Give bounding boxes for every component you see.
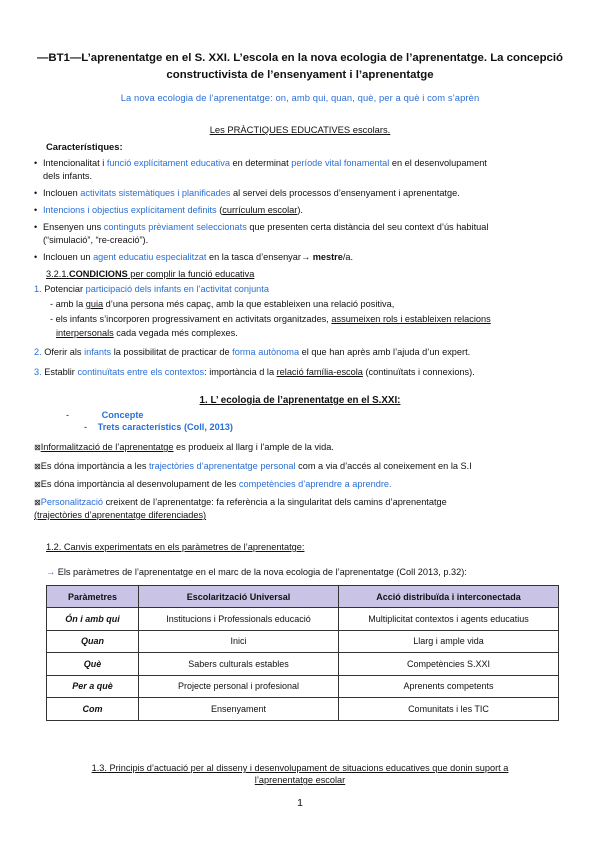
item-text: que presenten certa distància del seu context d’ús habitual xyxy=(246,222,489,232)
item-text: creixent de l’aprenentatge: fa referència a la singularitat dels camins d’aprenentatge xyxy=(103,497,447,507)
table-cell: Multiplicitat contextos i agents educatius xyxy=(339,608,559,631)
table-cell: Quan xyxy=(47,630,139,653)
dash: - xyxy=(66,410,70,420)
condicions-heading xyxy=(46,268,254,281)
item-underlined: interpersonals xyxy=(56,328,114,338)
bullet-icon: • xyxy=(34,158,38,168)
item-text: Inclouen un xyxy=(43,252,94,262)
item-text: /a. xyxy=(342,252,354,262)
item-text: es produeix al llarg i l’ample de la vida. xyxy=(173,442,334,452)
heading-line: l’aprenentatge escolar xyxy=(254,775,346,785)
item-text: cada vegada més complexes. xyxy=(113,328,238,338)
list-item xyxy=(34,221,574,247)
bullet-icon: • xyxy=(34,252,38,262)
list-item xyxy=(34,187,574,200)
condicio-3 xyxy=(34,366,574,379)
item-highlight: Trets característics (Coll, 2013) xyxy=(97,422,233,432)
item-text: - els infants s’incorporen progressivament en activitats organitzades, xyxy=(50,314,332,324)
item-highlight: forma autònoma xyxy=(232,347,300,357)
table-header: Paràmetres xyxy=(47,586,139,608)
item-highlight: continuïtats entre els contextos xyxy=(77,367,205,377)
table-cell: Com xyxy=(47,698,139,721)
item-highlight: Intencions i objectius explícitament definits xyxy=(43,205,217,215)
table-header: Escolarització Universal xyxy=(139,586,339,608)
item-highlight: continguts prèviament seleccionats xyxy=(103,222,247,232)
table-cell: Ón i amb qui xyxy=(47,608,139,631)
table-cell: Comunitats i les TIC xyxy=(339,698,559,721)
table-row xyxy=(47,630,559,653)
item-underlined: currículum escolar xyxy=(222,205,298,215)
item-text: Ensenyen uns xyxy=(43,222,104,232)
item-text: - amb la xyxy=(50,299,86,309)
title-line-2: constructivista de l’ensenyament i l’aprenentatge xyxy=(166,69,434,81)
bullet-icon: • xyxy=(34,205,38,215)
table-cell: Aprenents competents xyxy=(339,675,559,698)
list-item xyxy=(34,157,574,183)
item-text: : importància d la xyxy=(204,367,277,377)
item-text: Es dóna importància a les xyxy=(40,461,149,471)
table-cell: Què xyxy=(47,653,139,676)
arrow-right-icon: → xyxy=(46,567,56,577)
parameters-table xyxy=(46,585,559,721)
table-cell: Competències S.XXI xyxy=(339,653,559,676)
item-highlight: trajectòries d’aprenentatge personal xyxy=(148,461,296,471)
item-highlight: Personalització xyxy=(40,497,104,507)
item-text: Intencionalitat i xyxy=(43,158,107,168)
table-row xyxy=(47,608,559,631)
table-header-row xyxy=(47,586,559,608)
item-highlight: agent educatiu especialitzat xyxy=(93,252,207,262)
list-number: 2. xyxy=(34,347,42,357)
table-row xyxy=(47,653,559,676)
item-text: en la tasca d’ensenyar→ xyxy=(206,252,313,262)
list-number: 1. xyxy=(34,284,42,294)
condicio-1-sub-1 xyxy=(50,298,570,311)
item-underlined: guia xyxy=(85,299,104,309)
item-text: Inclouen xyxy=(43,188,81,198)
heading-number: 3.2.1. xyxy=(46,269,69,279)
item-text: com a via d’accés al coneixement en la S.I xyxy=(295,461,472,471)
item-bold: mestre xyxy=(312,252,343,262)
table-cell: Institucions i Professionals educació xyxy=(139,608,339,631)
item-highlight: participació dels infants en l’activitat conjunta xyxy=(85,284,269,294)
item-text: Oferir als xyxy=(44,347,85,357)
item-text: (continuïtats i connexions). xyxy=(362,367,475,377)
subtitle: La nova ecologia de l’aprenentatge: on, amb qui, quan, què, per a què i com s’aprèn xyxy=(120,92,480,103)
tret-1 xyxy=(34,441,574,454)
table-header: Acció distribuïda i interconectada xyxy=(339,586,559,608)
tret-3 xyxy=(34,478,574,491)
item-highlight: infants xyxy=(84,347,112,357)
item-highlight: funció explícitament educativa xyxy=(106,158,230,168)
title-line-1: —BT1—L’aprenentatge en el S. XXI. L’escola en la nova ecologia de l’aprenentatge. La concepció xyxy=(36,52,564,64)
ecologia-heading: 1. L’ ecologia de l’aprenentatge en el S.XXI: xyxy=(199,395,401,406)
canvis-intro xyxy=(46,566,576,579)
table-row xyxy=(47,698,559,721)
item-text: (“simulació”, “re-creació”). xyxy=(43,235,149,245)
table-cell: Llarg i ample vida xyxy=(339,630,559,653)
item-text: ). xyxy=(297,205,303,215)
page-number: 1 xyxy=(297,797,303,809)
page-title xyxy=(30,50,570,84)
item-text: Establir xyxy=(44,367,78,377)
heading-line: 1.3. Principis d’actuació per al disseny i desenvolupament de situacions educatives que donin suport a xyxy=(91,763,509,773)
condicio-1 xyxy=(34,283,574,296)
item-underlined: Informalització de l’aprenentatge xyxy=(40,442,174,452)
section-practiques: Les PRÀCTIQUES EDUCATIVES escolars. xyxy=(209,124,391,135)
item-highlight: activitats sistemàtiques i planificades xyxy=(80,188,231,198)
item-highlight: període vital fonamental xyxy=(291,158,390,168)
item-text: dels infants. xyxy=(43,171,93,181)
item-highlight: competències d’aprendre a aprendre. xyxy=(238,479,392,489)
item-text: Potenciar xyxy=(44,284,86,294)
table-cell: Ensenyament xyxy=(139,698,339,721)
checkbox-icon: ⊠ xyxy=(34,443,41,452)
checkbox-icon: ⊠ xyxy=(34,480,41,489)
heading-bold: CONDICIONS xyxy=(69,269,128,279)
item-text: en el desenvolupament xyxy=(389,158,487,168)
canvis-heading: 1.2. Canvis experimentats en els paràmetres de l’aprenentatge: xyxy=(46,542,305,552)
item-text: la possibilitat de practicar de xyxy=(111,347,233,357)
condicio-1-sub-2 xyxy=(50,313,570,326)
item-text: Es dóna importància al desenvolupament de les xyxy=(40,479,239,489)
caracteristiques-list xyxy=(34,157,574,264)
item-underlined: (trajectòries d’aprenentatge diferenciades) xyxy=(34,510,207,520)
condicio-2 xyxy=(34,346,574,359)
caracteristiques-heading: Característiques: xyxy=(46,141,123,152)
item-underlined: assumeixen rols i estableixen relacions xyxy=(331,314,491,324)
checkbox-icon: ⊠ xyxy=(34,498,41,507)
heading-text: per complir la funció educativa xyxy=(127,269,255,279)
item-text: d’una persona més capaç, amb la que estableixen una relació positiva, xyxy=(103,299,395,309)
bullet-icon: • xyxy=(34,188,38,198)
table-cell: Per a què xyxy=(47,675,139,698)
principis-heading xyxy=(30,762,570,786)
item-text: Els paràmetres de l’aprenentatge en el marc de la nova ecologia de l’aprenentatge (Coll 2013, p.32): xyxy=(55,567,467,577)
item-text: el que han après amb l’ajuda d’un expert. xyxy=(299,347,471,357)
list-item xyxy=(34,251,574,264)
bullet-icon: • xyxy=(34,222,38,232)
tret-2 xyxy=(34,460,574,473)
item-highlight: Concepte xyxy=(101,410,144,420)
item-text: en determinat xyxy=(229,158,292,168)
tret-4 xyxy=(34,496,574,522)
table-cell: Sabers culturals estables xyxy=(139,653,339,676)
item-text: ( xyxy=(216,205,223,215)
dash: - xyxy=(84,422,88,432)
list-number: 3. xyxy=(34,367,42,377)
ecologia-item-trets xyxy=(84,421,233,434)
item-text: al servei dels processos d’ensenyament i aprenentatge. xyxy=(230,188,460,198)
item-underlined: relació família-escola xyxy=(276,367,363,377)
list-item xyxy=(34,204,574,217)
table-cell: Inici xyxy=(139,630,339,653)
table-row xyxy=(47,675,559,698)
checkbox-icon: ⊠ xyxy=(34,462,41,471)
table-cell: Projecte personal i profesional xyxy=(139,675,339,698)
condicio-1-sub-3 xyxy=(56,327,566,340)
